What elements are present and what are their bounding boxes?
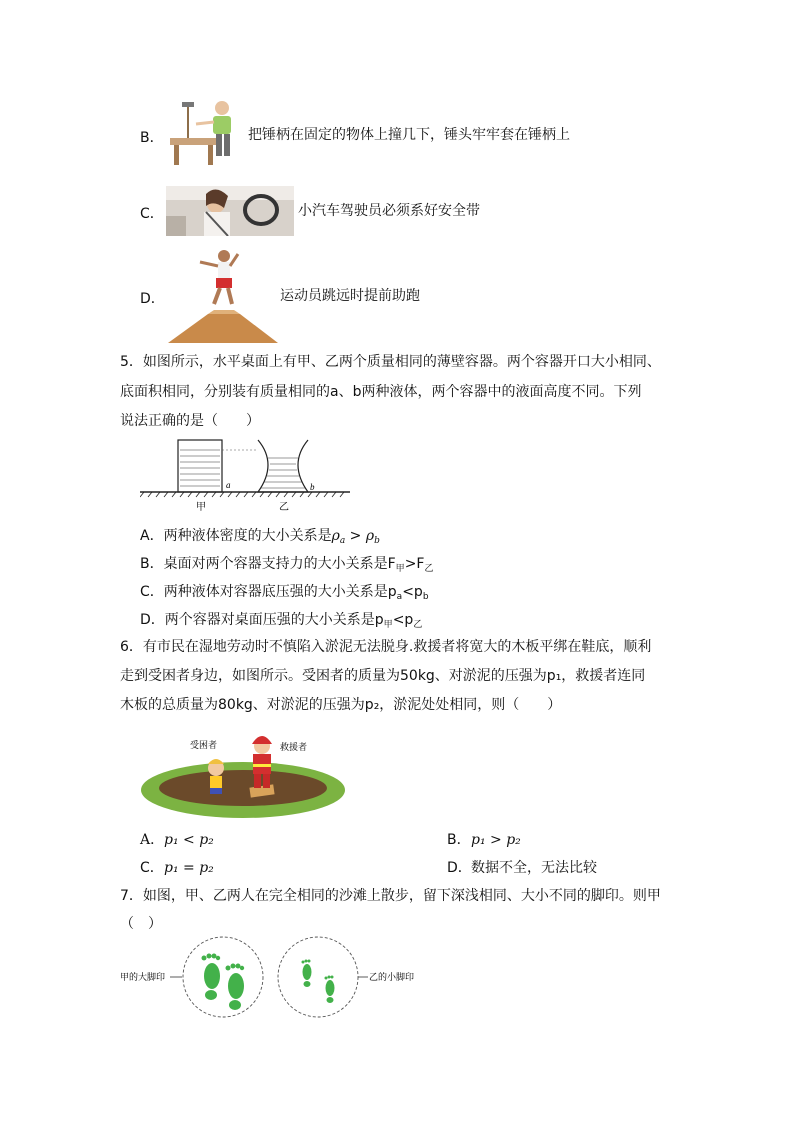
footprints-figure [120, 936, 440, 1022]
containers-figure [140, 436, 352, 518]
question-line: 说法正确的是（ ） [120, 413, 260, 429]
small-footprints-icon [302, 960, 335, 1004]
car-driver-image [166, 186, 294, 236]
question-line: 走到受困者身边，如图所示。受困者的质量为50kg、对淤泥的压强为p₁，救援者连同 [120, 668, 646, 684]
option-text: 把锤柄在固定的物体上撞几下，锤头牢牢套在锤柄上 [248, 127, 570, 143]
option-letter: C． [140, 206, 164, 222]
q6-option-b-text: p₁ > p₂ [471, 832, 521, 848]
q5-option-b: B．桌面对两个容器支持力的大小关系是$F_甲>F_乙$ [140, 556, 434, 574]
q5-option-c: C．两种液体对容器底压强的大小关系是$p_a<p_b$ [140, 584, 429, 602]
label-jia: 甲 [196, 502, 206, 513]
label-b: b [310, 482, 315, 492]
q6-option-a: A． [140, 832, 165, 848]
label-trapped: 受困者 [190, 741, 218, 751]
option-text: 小汽车驾驶员必须系好安全带 [298, 203, 480, 219]
option-text: 运动员跳远时提前助跑 [280, 288, 420, 304]
question-line: 6．有市民在湿地劳动时不慎陷入淤泥无法脱身.救援者将宽大的木板平绑在鞋底，顺利 [120, 639, 652, 655]
mud-rescue-figure [140, 724, 346, 820]
q6-option-c-text: p₁ = p₂ [164, 860, 214, 876]
label-rescuer: 救援者 [280, 743, 308, 753]
q5-option-a: A．两种液体密度的大小关系是$\rho_a > \rho_b$ [140, 528, 380, 546]
q6-option-d: D． [447, 860, 472, 876]
label-yi: 乙 [279, 502, 289, 513]
q6-option-a-text: p₁ < p₂ [164, 832, 214, 848]
label-small-footprint: 乙的小脚印 [369, 973, 415, 983]
question-line: 7．如图，甲、乙两人在完全相同的沙滩上散步，留下深浅相同、大小不同的脚印。则甲 [120, 888, 661, 904]
big-footprints-icon [202, 954, 245, 1011]
q6-option-c: C． [140, 860, 164, 876]
q5-option-d: D．两个容器对桌面压强的大小关系是$p_甲<p_乙$ [140, 612, 423, 630]
q6-option-b: B． [447, 832, 471, 848]
label-a: a [226, 480, 231, 490]
question-line: （ ） [120, 916, 162, 932]
long-jump-athlete-image [168, 248, 278, 344]
question-line: 木板的总质量为80kg、对淤泥的压强为p₂，淤泥处处相同，则（ ） [120, 697, 562, 713]
question-line: 底面积相同，分别装有质量相同的a、b两种液体，两个容器中的液面高度不同。下列 [120, 384, 642, 400]
option-letter: D． [140, 291, 165, 307]
q6-option-d-text: 数据不全，无法比较 [471, 860, 597, 876]
label-big-footprint: 甲的大脚印 [120, 973, 166, 983]
question-line: 5．如图所示，水平桌面上有甲、乙两个质量相同的薄壁容器。两个容器开口大小相同、 [120, 354, 661, 370]
hammer-man-image [168, 96, 244, 168]
option-letter: B． [140, 130, 164, 146]
